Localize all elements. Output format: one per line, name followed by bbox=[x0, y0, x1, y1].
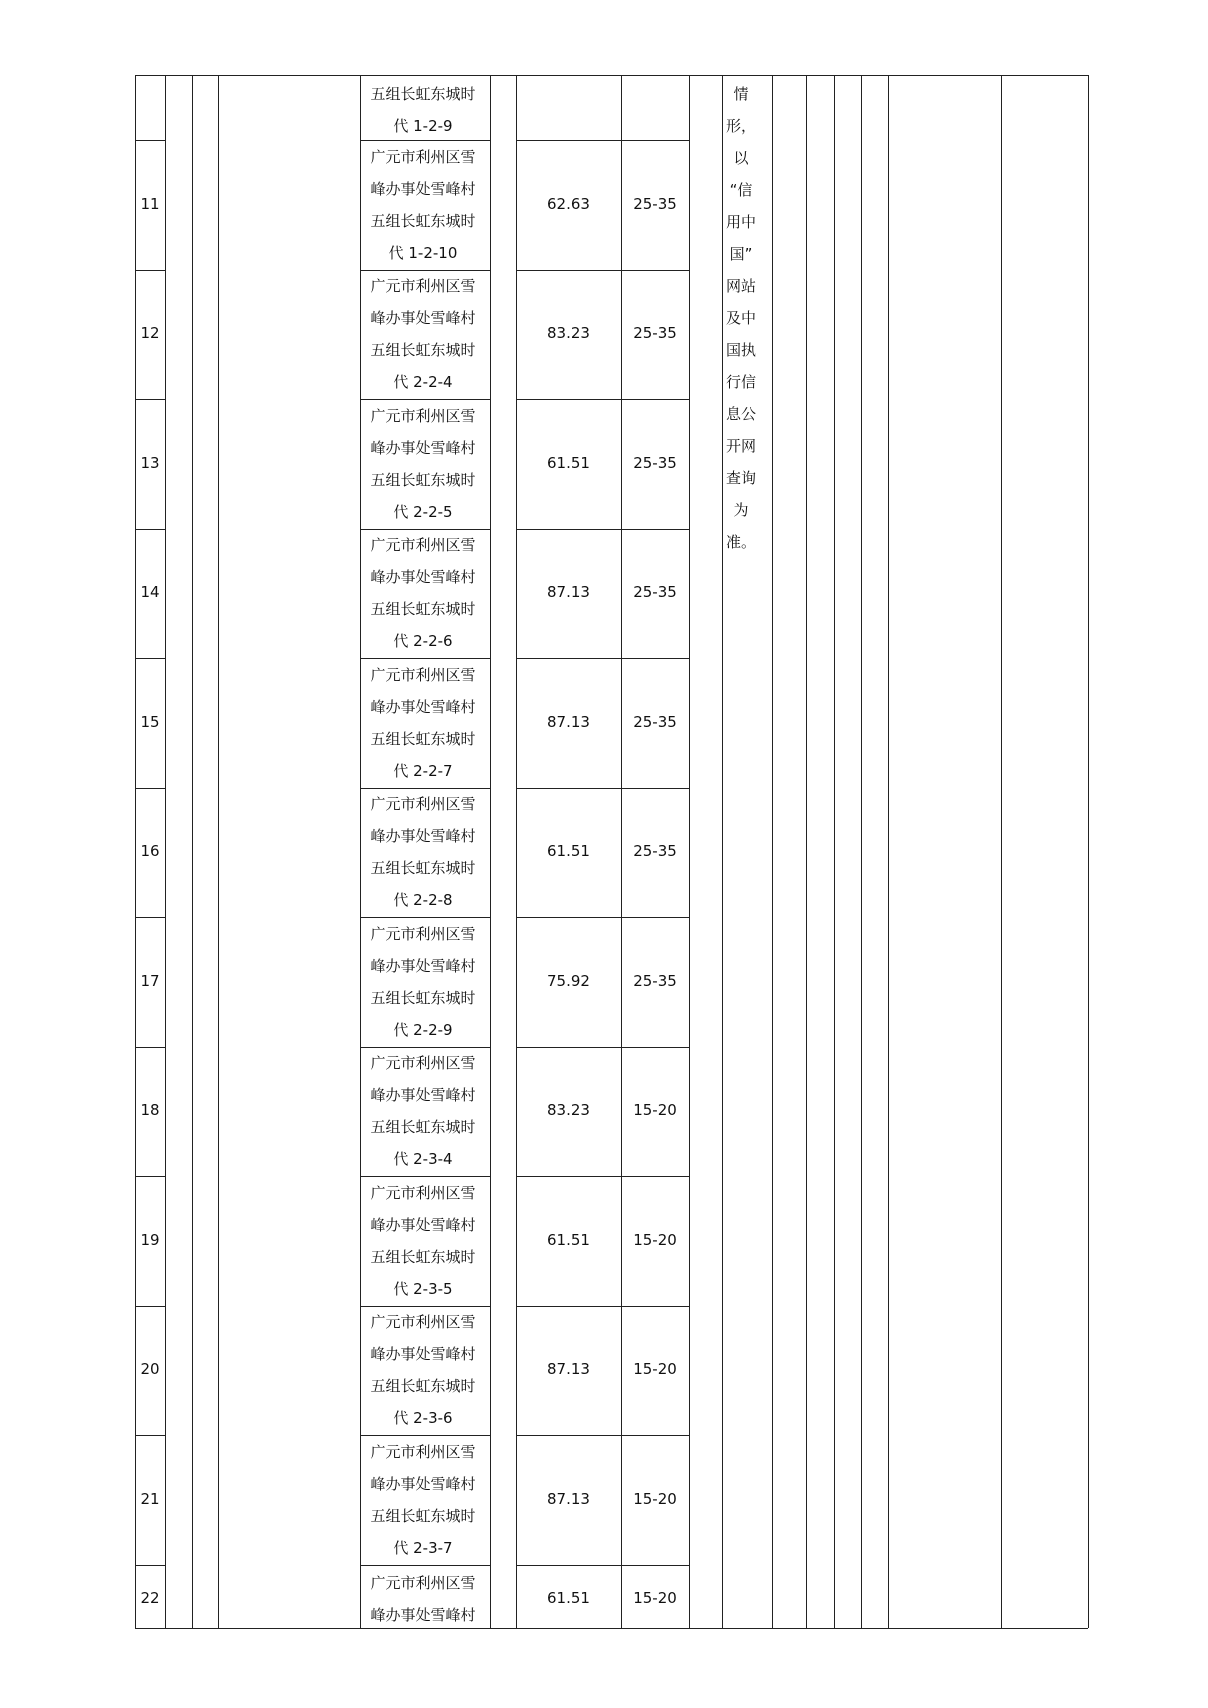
row-rule-number bbox=[135, 1565, 165, 1566]
range-value: 25-35 bbox=[633, 971, 677, 990]
address-line: 五组长虹东城时 bbox=[370, 470, 476, 489]
table-top-border bbox=[135, 75, 1088, 76]
note-line: 国” bbox=[729, 245, 753, 263]
address-line: 广元市利州区雪 bbox=[370, 406, 476, 425]
area-value: 61.51 bbox=[547, 453, 590, 472]
range-value: 25-35 bbox=[633, 453, 677, 472]
range-value: 15-20 bbox=[633, 1489, 677, 1508]
row-rule-number bbox=[135, 1047, 165, 1048]
area-value: 87.13 bbox=[547, 583, 590, 602]
address-line: 峰办事处雪峰村 bbox=[370, 1086, 476, 1105]
row-number: 15 bbox=[140, 712, 160, 731]
range-value: 25-35 bbox=[633, 842, 677, 861]
address-line: 代 2-2-9 bbox=[393, 1020, 453, 1039]
row-rule-values bbox=[516, 399, 689, 400]
area-value: 83.23 bbox=[547, 1101, 590, 1120]
row-number: 17 bbox=[140, 971, 160, 990]
address-line: 峰办事处雪峰村 bbox=[370, 568, 476, 587]
address-line: 广元市利州区雪 bbox=[370, 1442, 476, 1461]
address-line: 峰办事处雪峰村 bbox=[370, 697, 476, 716]
row-number: 20 bbox=[140, 1360, 160, 1379]
range-value: 15-20 bbox=[633, 1101, 677, 1120]
row-rule-values bbox=[516, 1047, 689, 1048]
address-line: 峰办事处雪峰村 bbox=[370, 1605, 476, 1624]
note-line: 情 bbox=[733, 85, 749, 103]
note-line: 网站 bbox=[725, 277, 756, 295]
address-line: 广元市利州区雪 bbox=[370, 1054, 476, 1073]
address-line: 峰办事处雪峰村 bbox=[370, 309, 476, 328]
address-line: 代 1-2-10 bbox=[388, 243, 458, 262]
address-line: 五组长虹东城时 bbox=[370, 341, 476, 360]
address-line: 峰办事处雪峰村 bbox=[370, 1474, 476, 1493]
note-line: 开网 bbox=[725, 437, 756, 455]
row-rule-values bbox=[516, 788, 689, 789]
column-rule bbox=[165, 75, 166, 1628]
range-value: 15-20 bbox=[633, 1588, 677, 1607]
column-rule bbox=[888, 75, 889, 1628]
column-rule bbox=[806, 75, 807, 1628]
row-rule-number bbox=[135, 399, 165, 400]
row-rule-number bbox=[135, 1176, 165, 1177]
note-line: 以 bbox=[733, 149, 749, 167]
range-value: 25-35 bbox=[633, 712, 677, 731]
row-rule-values bbox=[516, 140, 689, 141]
row-rule-values bbox=[516, 1435, 689, 1436]
row-rule-number bbox=[135, 788, 165, 789]
row-rule-number bbox=[135, 270, 165, 271]
row-rule-values bbox=[516, 917, 689, 918]
address-line: 代 2-2-5 bbox=[393, 502, 453, 521]
address-line: 五组长虹东城时 bbox=[370, 1506, 476, 1525]
row-number: 14 bbox=[140, 583, 160, 602]
address-line: 五组长虹东城时 bbox=[370, 988, 476, 1007]
note-line: 准。 bbox=[725, 533, 756, 551]
address-line: 峰办事处雪峰村 bbox=[370, 438, 476, 457]
row-rule-number bbox=[135, 1306, 165, 1307]
address-line: 五组长虹东城时 bbox=[370, 1377, 476, 1396]
address-line: 代 2-2-7 bbox=[393, 761, 453, 780]
range-value: 25-35 bbox=[633, 583, 677, 602]
address-line: 代 1-2-9 bbox=[393, 117, 453, 135]
note-line: 形， bbox=[725, 117, 756, 135]
row-rule-values bbox=[516, 1306, 689, 1307]
address-line: 峰办事处雪峰村 bbox=[370, 1345, 476, 1364]
address-line: 广元市利州区雪 bbox=[370, 536, 476, 555]
address-line: 五组长虹东城时 bbox=[370, 729, 476, 748]
note-line: 国执 bbox=[725, 341, 756, 359]
row-rule-number bbox=[135, 658, 165, 659]
area-value: 61.51 bbox=[547, 842, 590, 861]
address-line: 广元市利州区雪 bbox=[370, 1573, 476, 1592]
area-value: 75.92 bbox=[547, 971, 590, 990]
address-line: 广元市利州区雪 bbox=[370, 147, 476, 166]
address-line: 广元市利州区雪 bbox=[370, 795, 476, 814]
area-value: 87.13 bbox=[547, 712, 590, 731]
row-rule-values bbox=[516, 270, 689, 271]
row-rule-number bbox=[135, 140, 165, 141]
column-rule bbox=[192, 75, 193, 1628]
area-value: 83.23 bbox=[547, 324, 590, 343]
address-line: 广元市利州区雪 bbox=[370, 277, 476, 296]
address-line: 五组长虹东城时 bbox=[370, 1247, 476, 1266]
area-value: 87.13 bbox=[547, 1489, 590, 1508]
row-number: 16 bbox=[140, 842, 160, 861]
address-line: 五组长虹东城时 bbox=[370, 600, 476, 619]
column-rule bbox=[218, 75, 219, 1628]
row-rule-values bbox=[516, 1176, 689, 1177]
address-line: 广元市利州区雪 bbox=[370, 665, 476, 684]
row-rule-number bbox=[135, 529, 165, 530]
note-line: 及中 bbox=[725, 309, 756, 327]
column-rule bbox=[1001, 75, 1002, 1628]
note-line: 行信 bbox=[725, 373, 756, 391]
area-value: 61.51 bbox=[547, 1230, 590, 1249]
address-line: 广元市利州区雪 bbox=[370, 1183, 476, 1202]
address-line: 代 2-2-4 bbox=[393, 373, 453, 392]
row-rule-values bbox=[516, 658, 689, 659]
table-bottom-border bbox=[135, 1628, 1088, 1629]
row-number: 12 bbox=[140, 324, 160, 343]
range-value: 15-20 bbox=[633, 1360, 677, 1379]
area-value: 61.51 bbox=[547, 1588, 590, 1607]
address-line: 广元市利州区雪 bbox=[370, 1313, 476, 1332]
address-line: 峰办事处雪峰村 bbox=[370, 956, 476, 975]
row-rule-values bbox=[516, 529, 689, 530]
column-rule bbox=[490, 75, 491, 1628]
address-line: 代 2-3-4 bbox=[393, 1150, 453, 1169]
column-rule bbox=[834, 75, 835, 1628]
note-line: 查询 bbox=[725, 469, 756, 487]
range-value: 25-35 bbox=[633, 324, 677, 343]
note-line: 用中 bbox=[725, 213, 756, 231]
area-value: 87.13 bbox=[547, 1360, 590, 1379]
row-number: 11 bbox=[140, 194, 160, 213]
address-line: 五组长虹东城时 bbox=[370, 859, 476, 878]
address-line: 代 2-3-6 bbox=[393, 1409, 453, 1428]
row-number: 19 bbox=[140, 1230, 160, 1249]
area-value: 62.63 bbox=[547, 194, 590, 213]
address-line: 五组长虹东城时 bbox=[370, 85, 476, 103]
note-line: “信 bbox=[729, 181, 753, 199]
row-number: 18 bbox=[140, 1101, 160, 1120]
row-rule-values bbox=[516, 1565, 689, 1566]
row-rule-number bbox=[135, 917, 165, 918]
column-rule bbox=[689, 75, 690, 1628]
range-value: 25-35 bbox=[633, 194, 677, 213]
address-line: 广元市利州区雪 bbox=[370, 924, 476, 943]
note-line: 息公 bbox=[725, 405, 756, 423]
row-rule-number bbox=[135, 1435, 165, 1436]
address-line: 五组长虹东城时 bbox=[370, 1118, 476, 1137]
column-rule bbox=[1088, 75, 1089, 1628]
column-rule bbox=[861, 75, 862, 1628]
column-rule bbox=[772, 75, 773, 1628]
address-line: 五组长虹东城时 bbox=[370, 211, 476, 230]
row-number: 21 bbox=[140, 1489, 160, 1508]
address-line: 代 2-3-5 bbox=[393, 1279, 453, 1298]
address-line: 代 2-2-8 bbox=[393, 891, 453, 910]
address-line: 代 2-3-7 bbox=[393, 1538, 453, 1557]
range-value: 15-20 bbox=[633, 1230, 677, 1249]
row-number: 22 bbox=[140, 1588, 160, 1607]
note-line: 为 bbox=[733, 501, 749, 519]
row-number: 13 bbox=[140, 453, 160, 472]
address-line: 峰办事处雪峰村 bbox=[370, 1215, 476, 1234]
address-line: 峰办事处雪峰村 bbox=[370, 179, 476, 198]
address-line: 峰办事处雪峰村 bbox=[370, 827, 476, 846]
address-line: 代 2-2-6 bbox=[393, 632, 453, 651]
